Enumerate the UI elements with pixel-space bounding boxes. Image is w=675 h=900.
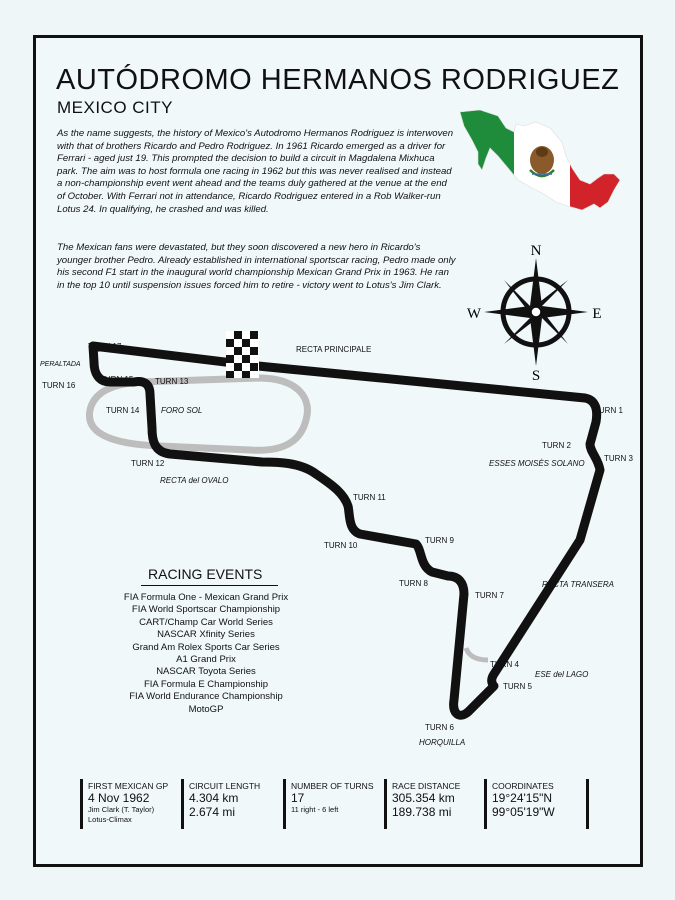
racing-event-item: NASCAR Toyota Series: [156, 666, 256, 678]
turn-3-label: TURN 3: [604, 454, 633, 463]
stat-value: 305.354 km: [392, 791, 455, 805]
recta-ovalo-label: RECTA del OVALO: [160, 476, 229, 485]
racing-events-title: RACING EVENTS: [148, 566, 263, 582]
turn-17-label: TURN 17: [88, 342, 122, 351]
intro-paragraph-1: As the name suggests, the history of Mexico's Autodromo Hermanos Rodriguez is interwoven with that of brothers Ricardo and Pedro Rodriguez. In 1961 Ricardo emerged as a driver for Ferrari - aged just 19. This prompted the decision to build a circuit in Magdalena Mixhuca park. The aim was to host formula one racing in 1962 but this was never realised and instead a non-championship event went ahead and the teams duly gathered at the venue at the end of October. With Ferrari not in attendance, Ricardo Rodriguez entered in a Rob Walker-run Lotus 24. In qualifying, he crashed and was killed.: [57, 128, 454, 215]
stats-divider: [80, 779, 83, 829]
racing-event-item: FIA Formula E Championship: [143, 678, 269, 690]
horquilla-label: HORQUILLA: [419, 738, 466, 747]
stat-first-gp: [88, 781, 168, 825]
turn-8-label: TURN 8: [399, 579, 428, 588]
stat-value: 99°05'19"W: [492, 805, 555, 819]
stat-heading: NUMBER OF TURNS: [291, 781, 374, 791]
stat-value: 189.738 mi: [392, 805, 452, 819]
racing-event-item: A1 Grand Prix: [176, 654, 236, 666]
stat-heading: COORDINATES: [492, 781, 554, 791]
racing-event-item: FIA World Sportscar Championship: [131, 604, 281, 616]
racing-event-item: MotoGP: [188, 703, 224, 715]
checkered-flag-icon: [226, 331, 259, 378]
intro-paragraph-2: The Mexican fans were devastated, but they soon discovered a new hero in Ricardo's younger brother Pedro. Already established in international sportscar racing, Pedro made only his second F1 start in the inaugural world championship Mexican Grand Prix in 1963. He ran in the top 10 until suspension issues forced him to retire - victory went to Lotus's Jim Clark.: [57, 242, 456, 291]
circuit-stats: [80, 779, 595, 829]
turn-1-label: TURN 1: [594, 406, 623, 415]
stat-coordinates: [492, 781, 555, 819]
turn-13-label: TURN 13: [155, 377, 189, 386]
turn-12-label: TURN 12: [131, 459, 165, 468]
stat-sub: 11 right - 6 left: [291, 805, 339, 814]
racing-events-list: [100, 592, 312, 716]
turn-7-label: TURN 7: [475, 591, 504, 600]
stat-value: 4.304 km: [189, 791, 239, 805]
recta-transera-label: RECTA TRANSERA: [542, 580, 615, 589]
turn-6-label: TURN 6: [425, 723, 454, 732]
racing-events-underline: [141, 585, 278, 586]
foro-sol-label: FORO SOL: [161, 406, 203, 415]
stat-heading: RACE DISTANCE: [392, 781, 461, 791]
compass-n: N: [530, 243, 542, 259]
stat-value: 19°24'15"N: [492, 791, 553, 805]
turn-15-label: TURN 15: [100, 375, 134, 384]
turn-5-label: TURN 5: [503, 682, 532, 691]
stat-value: 4 Nov 1962: [88, 791, 150, 805]
stat-circuit-length: [189, 781, 260, 819]
stat-value: 2.674 mi: [189, 805, 236, 819]
turn-14-label: TURN 14: [106, 406, 140, 415]
turn-4-label: TURN 4: [490, 660, 519, 669]
stat-number-of-turns: [291, 781, 374, 815]
esses-label: ESSES MOISÈS SOLANO: [489, 459, 585, 468]
stats-divider: [586, 779, 589, 829]
stat-sub: Lotus-Climax: [88, 815, 132, 824]
compass-s: S: [531, 368, 541, 384]
compass-e: E: [592, 306, 602, 322]
turn-2-label: TURN 2: [542, 441, 571, 450]
racing-event-item: FIA World Endurance Championship: [129, 691, 283, 703]
racing-event-item: NASCAR Xfinity Series: [157, 629, 255, 641]
stat-heading: CIRCUIT LENGTH: [189, 781, 261, 791]
stat-sub: Jim Clark (T. Taylor): [88, 805, 155, 814]
stats-divider: [384, 779, 387, 829]
compass-w: W: [466, 306, 482, 322]
stat-value: 17: [291, 791, 305, 805]
turn-16-label: TURN 16: [42, 381, 76, 390]
racing-event-item: Grand Am Rolex Sports Car Series: [132, 641, 280, 653]
page-title: AUTÓDROMO HERMANOS RODRIGUEZ: [56, 64, 620, 96]
peraltada-label: PERALTADA: [40, 361, 81, 368]
turn-11-label: TURN 11: [353, 493, 386, 502]
turn-9-label: TURN 9: [425, 536, 454, 545]
stats-divider: [181, 779, 184, 829]
stats-divider: [283, 779, 286, 829]
stat-heading: FIRST MEXICAN GP: [88, 781, 169, 791]
stat-race-distance: [392, 781, 460, 819]
racing-event-item: FIA Formula One - Mexican Grand Prix: [123, 592, 289, 603]
stats-divider: [484, 779, 487, 829]
ese-lago-label: ESE del LAGO: [535, 670, 589, 679]
racing-event-item: CART/Champ Car World Series: [139, 616, 273, 628]
turn-10-label: TURN 10: [324, 541, 358, 550]
recta-principale-label: RECTA PRINCIPALE: [296, 345, 372, 354]
page-subtitle: MEXICO CITY: [57, 98, 174, 117]
